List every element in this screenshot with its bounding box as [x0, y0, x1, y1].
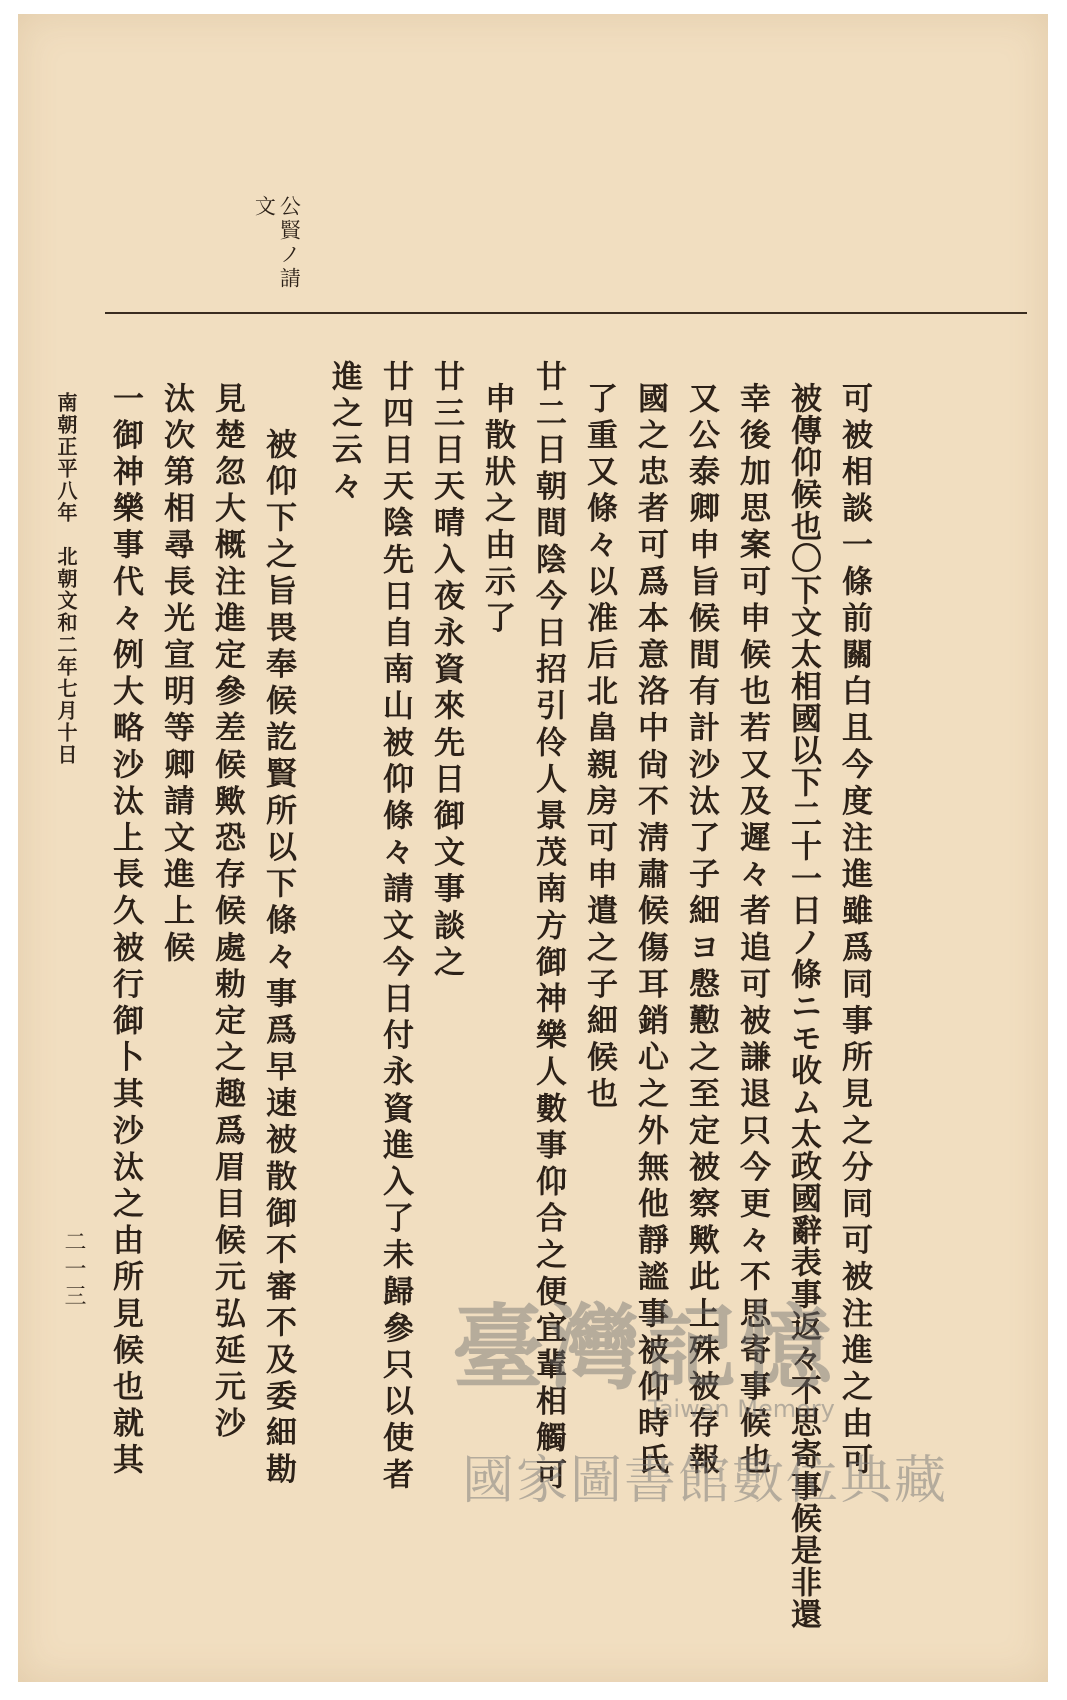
- watermark-subtitle: 國家圖書館數位典藏: [462, 1451, 949, 1511]
- body-line-9: 廿三日天晴入夜永資來先日御文事談之: [428, 360, 464, 983]
- body-line-4: 又公泰卿申旨候間有計沙汰了子細ヨ慇懃之至定被察歟此上殊被存報: [683, 382, 719, 1480]
- watermark-logo: 臺灣記憶: [452, 1295, 837, 1402]
- footer-era-line: 南朝正平八年 北朝文和二年七月十日: [54, 392, 78, 766]
- header-title-line2: 文: [252, 195, 277, 219]
- request-line-2: 見楚忽大概注進定參差候歟恐存候處勅定之趣爲眉目候元弘延元沙: [209, 382, 245, 1444]
- watermark-english: Taiwan Memory: [648, 1395, 835, 1423]
- body-line-3: 幸後加思案可申候也若又及遲々者追可被謙退只今更々不思寄事候也: [734, 382, 770, 1480]
- request-line-3: 汰次第相尋長光宣明等卿請文進上候: [158, 382, 194, 968]
- body-line-2: 被傳仰候也〇下文太相國以下二十一日ノ條ニモ收ム太政國辭表事返々不思寄事候是非還: [785, 382, 821, 1630]
- body-line-8: 申散狀之由示了: [479, 382, 515, 639]
- body-line-7: 廿二日朝間陰今日招引伶人景茂南方御神樂人數事仰合之便宜輩相觸可: [530, 360, 566, 1495]
- request-line-1: 被仰下之旨畏奉候訖賢所以下條々事爲早速被散御不審不及委細勘: [260, 428, 296, 1490]
- body-line-5: 國之忠者可爲本意洛中尙不淸肅候傷耳銷心之外無他靜謐事被仰時氏: [632, 382, 668, 1480]
- header-rule: [105, 312, 1027, 314]
- page-number: 二一三: [61, 1230, 86, 1311]
- body-line-1: 可被相談一條前關白且今度注進雖爲同事所見之分同可被注進之由可: [836, 382, 872, 1480]
- body-line-11: 進之云々: [326, 360, 362, 507]
- body-line-6: 了重又條々以准后北畠親房可申遣之子細候也: [581, 382, 617, 1114]
- body-line-10: 廿四日天陰先日自南山被仰條々請文今日付永資進入了未歸參只以使者: [377, 360, 413, 1495]
- header-title-line1: 公賢ノ請: [277, 195, 302, 291]
- request-line-4: 一御神樂事代々例大略沙汰上長久被行御卜其沙汰之由所見候也就其: [107, 382, 143, 1480]
